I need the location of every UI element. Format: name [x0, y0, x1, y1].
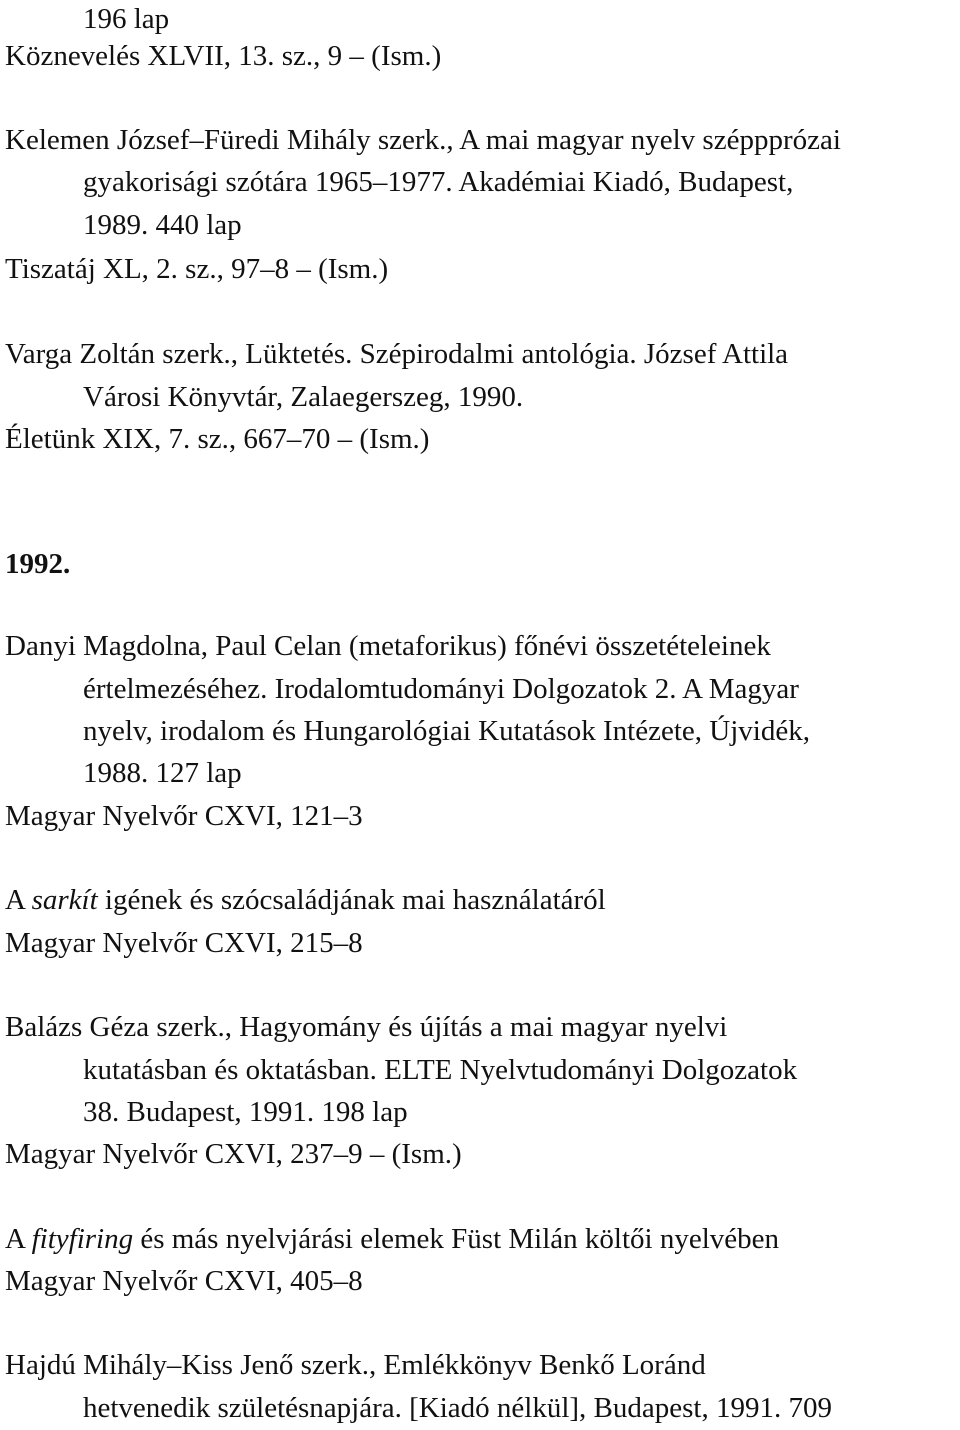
- entry-title-prefix: A: [5, 884, 32, 916]
- entry-title-line: [5, 1218, 779, 1261]
- entry-line: 38. Budapest, 1991. 198 lap: [83, 1096, 408, 1128]
- entry-title-suffix: igének és szócsaládjának mai használatáról: [97, 884, 606, 916]
- entry-line: hetvenedik születésnapjára. [Kiadó nélkül], Budapest, 1991. 709: [83, 1392, 832, 1424]
- entry-line: 1989. 440 lap: [83, 209, 242, 241]
- entry-line: Hajdú Mihály–Kiss Jenő szerk., Emlékkönyv Benkő Loránd: [5, 1349, 706, 1381]
- entry-title-italic: sarkít: [31, 884, 98, 916]
- entry-review-line: Köznevelés XLVII, 13. sz., 9 – (Ism.): [5, 40, 442, 72]
- entry-line: Balázs Géza szerk., Hagyomány és újítás a mai magyar nyelvi: [5, 1011, 728, 1043]
- entry-line: kutatásban és oktatásban. ELTE Nyelvtudományi Dolgozatok: [83, 1054, 798, 1086]
- entry-line: 196 lap: [83, 3, 170, 35]
- entry-title-line: [5, 879, 606, 922]
- entry-line: értelmezéséhez. Irodalomtudományi Dolgozatok 2. A Magyar: [83, 673, 799, 705]
- entry-title-italic: fityfiring: [31, 1223, 134, 1255]
- entry-line: Danyi Magdolna, Paul Celan (metaforikus) főnévi összetételeinek: [5, 630, 771, 662]
- year-heading: 1992.: [5, 548, 71, 580]
- entry-line: Városi Könyvtár, Zalaegerszeg, 1990.: [83, 381, 524, 413]
- entry-line: Varga Zoltán szerk., Lüktetés. Szépirodalmi antológia. József Attila: [5, 338, 789, 370]
- entry-review-line: Életünk XIX, 7. sz., 667–70 – (Ism.): [5, 423, 430, 455]
- entry-title-suffix: és más nyelvjárási elemek Füst Milán költői nyelvében: [133, 1223, 780, 1255]
- entry-review-line: Magyar Nyelvőr CXVI, 405–8: [5, 1265, 363, 1297]
- entry-line: gyakorisági szótára 1965–1977. Akadémiai Kiadó, Budapest,: [83, 166, 794, 198]
- entry-review-line: Tiszatáj XL, 2. sz., 97–8 – (Ism.): [5, 253, 389, 285]
- entry-review-line: Magyar Nyelvőr CXVI, 121–3: [5, 800, 363, 832]
- entry-review-line: Magyar Nyelvőr CXVI, 215–8: [5, 927, 363, 959]
- entry-line: nyelv, irodalom és Hungarológiai Kutatások Intézete, Újvidék,: [83, 715, 810, 747]
- entry-title-prefix: A: [5, 1223, 32, 1255]
- entry-line: Kelemen József–Füredi Mihály szerk., A mai magyar nyelv széppprózai: [5, 124, 841, 156]
- entry-review-line: Magyar Nyelvőr CXVI, 237–9 – (Ism.): [5, 1138, 462, 1170]
- entry-line: 1988. 127 lap: [83, 757, 242, 789]
